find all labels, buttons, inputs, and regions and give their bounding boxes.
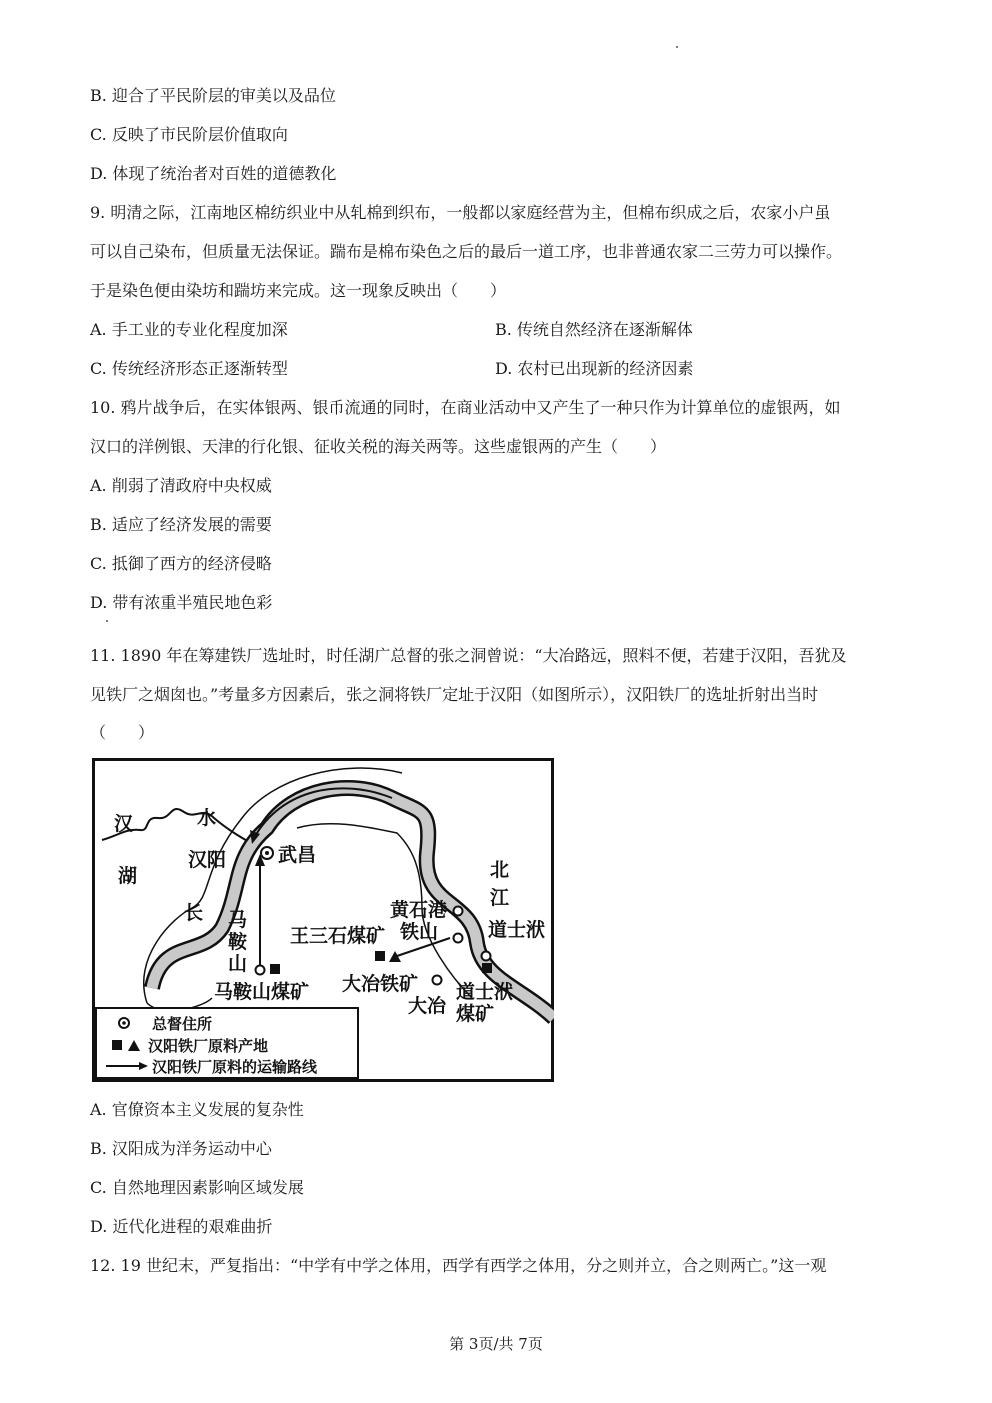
- site-marker: [256, 966, 265, 975]
- q11-stem-line3: （ ）: [90, 723, 155, 742]
- q11-stem-line1: 11. 1890 年在筹建铁厂选址时，时任湖广总督的张之洞曾说：“大冶路远，照料不便，若建于汉阳，吾犹及: [90, 646, 847, 665]
- legend-route: 汉阳铁厂原料的运输路线: [152, 1058, 318, 1076]
- q10-option-b: B. 适应了经济发展的需要: [90, 515, 272, 534]
- q10-option-a: A. 削弱了清政府中央权威: [90, 476, 272, 495]
- coal-marker: [375, 951, 385, 961]
- site-marker: [482, 952, 491, 961]
- legend-raw: 汉阳铁厂原料产地: [148, 1037, 269, 1055]
- q9-option-b: B. 传统自然经济在逐渐解体: [495, 320, 693, 339]
- label-shan: 山: [228, 953, 248, 975]
- q11-option-a: A. 官僚资本主义发展的复杂性: [90, 1100, 304, 1119]
- label-bei: 北: [490, 859, 510, 881]
- q10-option-c: C. 抵御了西方的经济侵略: [90, 554, 272, 573]
- scan-dot: [676, 46, 678, 48]
- label-chang: 长: [184, 902, 204, 924]
- q11-option-d: D. 近代化进程的艰难曲折: [90, 1217, 273, 1236]
- q10-option-d: D. 带有浓重半殖民地色彩: [90, 593, 273, 612]
- coal-marker: [270, 964, 280, 974]
- label-daye-iron: 大冶铁矿: [342, 973, 419, 995]
- q9-stem-line3: 于是染色便由染坊和踹坊来完成。这一现象反映出（ ）: [90, 281, 507, 300]
- legend-residence: 总督住所: [152, 1015, 213, 1033]
- label-daoshifu-mine2: 煤矿: [456, 1003, 495, 1025]
- page-footer: 第 3页/共 7页: [449, 1335, 543, 1353]
- legend-coal-symbol: [112, 1040, 122, 1050]
- label-shui: 水: [197, 807, 217, 829]
- label-huangshigang: 黄石港: [390, 899, 448, 921]
- label-ma: 马: [228, 909, 248, 931]
- label-daoshifu-mine1: 道士洑: [456, 981, 514, 1003]
- label-hu: 湖: [118, 865, 138, 887]
- q9-option-d: D. 农村已出现新的经济因素: [495, 359, 694, 378]
- q9-option-a: A. 手工业的专业化程度加深: [90, 320, 288, 339]
- q9-stem-line2: 可以自己染布，但质量无法保证。踹布是棉布染色之后的最后一道工序，也非普通农家二三劳力可以操作。: [90, 242, 843, 261]
- label-wangsanshi-mine: 王三石煤矿: [290, 925, 386, 947]
- label-jiang: 江: [490, 887, 510, 909]
- q8-option-c: C. 反映了市民阶层价值取向: [90, 125, 288, 144]
- site-marker: [433, 976, 442, 985]
- hanyang-ironworks-map: [92, 758, 554, 1082]
- site-marker: [454, 907, 463, 916]
- q8-option-d: D. 体现了统治者对百姓的道德教化: [90, 164, 337, 183]
- q10-stem-line1: 10. 鸦片战争后，在实体银两、银币流通的同时，在商业活动中又产生了一种只作为计算单位的虚银两，如: [90, 398, 841, 417]
- label-wuchang: 武昌: [278, 844, 317, 866]
- label-hanyang: 汉阳: [188, 849, 227, 871]
- label-an: 鞍: [228, 931, 248, 953]
- q12-stem-line1: 12. 19 世纪末，严复指出：“中学有中学之体用，西学有西学之体用，分之则并立，合之则两亡。”这一观: [90, 1256, 827, 1275]
- q11-option-c: C. 自然地理因素影响区域发展: [90, 1178, 304, 1197]
- label-daye: 大冶: [408, 995, 447, 1017]
- q8-option-b: B. 迎合了平民阶层的审美以及品位: [90, 86, 336, 105]
- label-maanshan-mine: 马鞍山煤矿: [214, 981, 310, 1003]
- scan-dot: [106, 620, 108, 622]
- q9-stem-line1: 9. 明清之际，江南地区棉纺织业中从轧棉到织布，一般都以家庭经营为主，但棉布织成之后，农家小户虽: [90, 203, 831, 222]
- q11-option-b: B. 汉阳成为洋务运动中心: [90, 1139, 272, 1158]
- label-tieshan: 铁山: [400, 921, 439, 943]
- coal-marker: [482, 963, 492, 973]
- q10-stem-line2: 汉口的洋例银、天津的行化银、征收关税的海关两等。这些虚银两的产生（ ）: [90, 437, 667, 456]
- label-daoshifu: 道士洑: [488, 919, 546, 941]
- label-han: 汉: [114, 813, 134, 835]
- q9-option-c: C. 传统经济形态正逐渐转型: [90, 359, 288, 378]
- site-marker: [454, 934, 463, 943]
- q11-stem-line2: 见铁厂之烟囱也。”考量多方因素后，张之洞将铁厂定址于汉阳（如图所示），汉阳铁厂的选址折射出当时: [90, 685, 819, 704]
